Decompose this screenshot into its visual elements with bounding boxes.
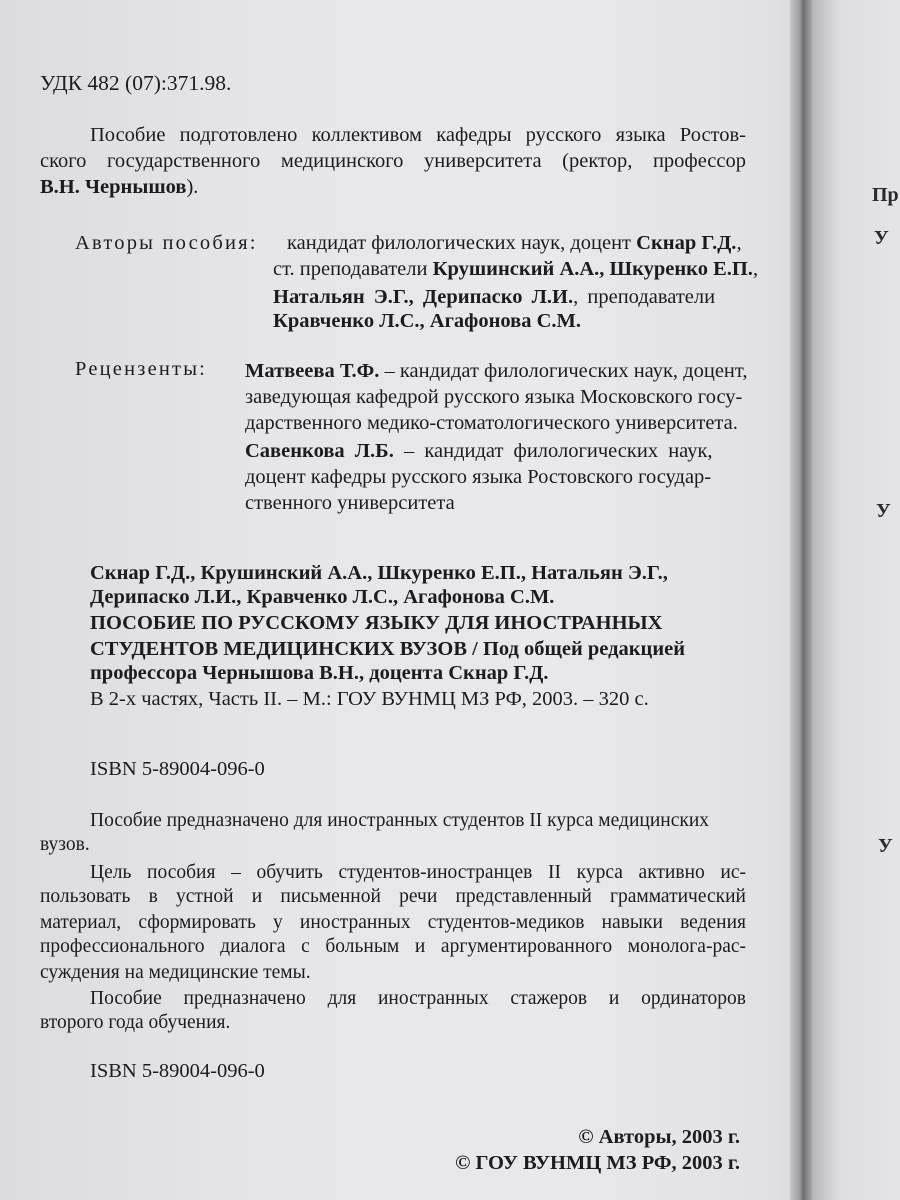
intro-line: Пособие подготовлено коллективом кафедры русского языка Ростов- — [90, 124, 746, 146]
annotation-line: вузов. — [40, 834, 90, 855]
annotation-line: суждения на медицинские темы. — [40, 962, 311, 983]
reviewer-line: Савенкова Л.Б. – кандидат филологических наук, — [245, 440, 713, 462]
citation-authors: Дерипаско Л.И., Кравченко Л.С., Агафонова С.М. — [90, 586, 555, 608]
citation-title: ПОСОБИЕ ПО РУССКОМУ ЯЗЫКУ ДЛЯ ИНОСТРАННЫХ — [90, 612, 663, 634]
annotation-line: Пособие предназначено для иностранных стажеров и ординаторов — [90, 988, 746, 1009]
reviewer-line: Матвеева Т.Ф. – кандидат филологических наук, доцент, — [245, 360, 748, 382]
authors-line: кандидат филологических наук, доцент Скнар Г.Д., — [287, 232, 742, 254]
reviewer-line: заведующая кафедрой русского языка Московского госу- — [245, 386, 743, 408]
annotation-line: пользовать в устной и письменной речи представленный грамматический — [40, 886, 746, 907]
reviewer-line: доцент кафедры русского языка Ростовского государ- — [245, 466, 712, 488]
rector-name: В.Н. Чернышов — [40, 176, 187, 198]
right-page-fragment: У — [874, 227, 889, 249]
annotation-line: профессионального диалога с больным и аргументированного монолога-рас- — [40, 936, 746, 957]
citation-authors: Скнар Г.Д., Крушинский А.А., Шкуренко Е.П., Натальян Э.Г., — [90, 562, 668, 584]
citation-title: СТУДЕНТОВ МЕДИЦИНСКИХ ВУЗОВ / Под общей редакцией — [90, 638, 686, 660]
intro-line: В.Н. Чернышов). — [40, 176, 199, 198]
book-gutter — [790, 0, 812, 1200]
citation-imprint: В 2-х частях, Часть II. – М.: ГОУ ВУНМЦ МЗ РФ, 2003. – 320 с. — [90, 688, 649, 710]
right-page-fragment: У — [878, 835, 893, 857]
reviewers-label: Рецензенты: — [75, 358, 208, 380]
citation-editors: профессора Чернышова В.Н., доцента Скнар Г.Д. — [90, 662, 549, 684]
book-page-right-edge — [812, 0, 900, 1200]
isbn: ISBN 5-89004-096-0 — [90, 1060, 265, 1082]
authors-line: Кравченко Л.С., Агафонова С.М. — [273, 310, 581, 332]
intro-line: ского государственного медицинского университета (ректор, профессор — [40, 150, 746, 172]
authors-label: Авторы пособия: — [75, 232, 258, 254]
right-page-fragment: У — [876, 500, 891, 522]
annotation-line: Пособие предназначено для иностранных студентов II курса медицинских — [90, 810, 710, 831]
annotation-line: Цель пособия – обучить студентов-иностранцев II курса активно ис- — [90, 862, 746, 883]
reviewer-line: ственного университета — [245, 492, 455, 514]
annotation-line: материал, сформировать у иностранных студентов-медиков навыки ведения — [40, 912, 746, 933]
right-page-fragment: Пр — [872, 184, 899, 206]
isbn: ISBN 5-89004-096-0 — [90, 758, 265, 780]
authors-line: ст. преподаватели Крушинский А.А., Шкуренко Е.П., — [273, 258, 759, 280]
authors-line: Натальян Э.Г., Дерипаско Л.И., преподаватели — [273, 286, 716, 308]
reviewer-line: дарственного медико-стоматологического университета. — [245, 412, 738, 434]
udk-code: УДК 482 (07):371.98. — [40, 71, 232, 95]
copyright-authors: © Авторы, 2003 г. — [578, 1126, 740, 1148]
copyright-publisher: © ГОУ ВУНМЦ МЗ РФ, 2003 г. — [455, 1152, 740, 1174]
annotation-line: второго года обучения. — [40, 1012, 231, 1033]
